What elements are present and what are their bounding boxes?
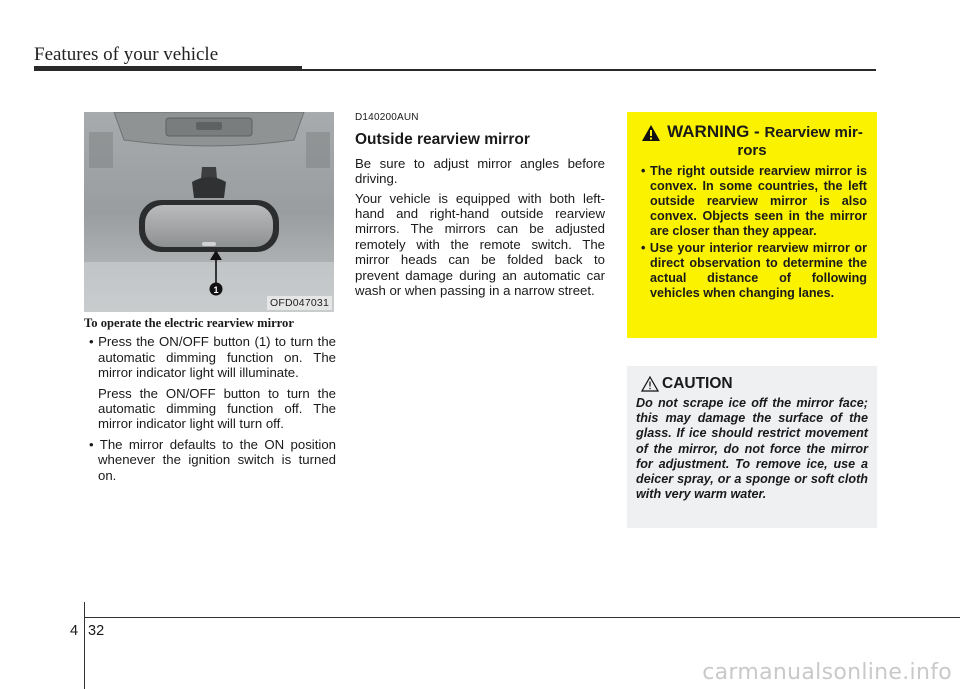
watermark: carmanualsonline.info [702,660,952,685]
footer-rule [84,617,960,618]
warning-box [627,112,877,338]
list-item: • The right outside rearview mirror is convex. In some countries, the left outside rearview mirror is also convex. Objects seen in the mirror are closer than they appear. [641,164,867,238]
rearview-mirror-illustration [84,112,334,312]
header-rule-thick [34,66,302,71]
warning-label: WARNING - [667,122,765,141]
list-item: • The mirror defaults to the ON position whenever the ignition switch is turned on. [89,436,336,483]
footer-divider [84,602,85,689]
header-rule-thin [302,69,876,71]
paragraph: Be sure to adjust mirror angles before driving. [355,155,605,187]
chapter-number: 4 [70,623,79,639]
left-column [84,316,336,488]
section-heading: Outside rearview mirror [355,131,530,149]
middle-column [355,110,605,302]
figure-code: OFD047031 [267,296,332,310]
warning-topic: Rearview mir- [764,124,863,141]
page-header-title: Features of your vehicle [34,44,219,65]
warning-title [627,122,877,159]
page-number: 32 [88,623,105,639]
caution-body: Do not scrape ice off the mirror face; this may damage the surface of the glass. If ice should restrict movement of the mirror, do not force the mirror for adjustment. To remove ice, use a deicer spray, or a sponge or soft cloth with very warm water. [636,396,868,502]
warning-list [636,164,867,303]
caution-box [627,366,877,528]
caution-title: CAUTION [662,375,733,392]
section-code: D140200AUN [355,112,419,123]
caution-triangle-icon [641,376,659,392]
rearview-mirror-figure [84,112,334,312]
list-item-continuation: Press the ON/OFF button to turn the automatic dimming function off. The mirror indicator light will turn off. [98,385,336,432]
callout-number: 1 [213,285,219,295]
paragraph: Your vehicle is equipped with both left-hand and right-hand outside rearview mirrors. The mirrors can be adjusted remotely with the remote switch. The mirror heads can be folded back to prevent damage during an automatic car wash or when passing in a narrow street. [355,190,605,299]
electric-mirror-subheading: To operate the electric rearview mirror [84,316,294,330]
warning-topic-line2: rors [737,142,767,159]
list-item: • Press the ON/OFF button (1) to turn the automatic dimming function on. The mirror indicator light will illuminate. [89,334,336,381]
list-item: • Use your interior rearview mirror or direct observation to determine the actual distance of following vehicles when changing lanes. [641,241,867,300]
